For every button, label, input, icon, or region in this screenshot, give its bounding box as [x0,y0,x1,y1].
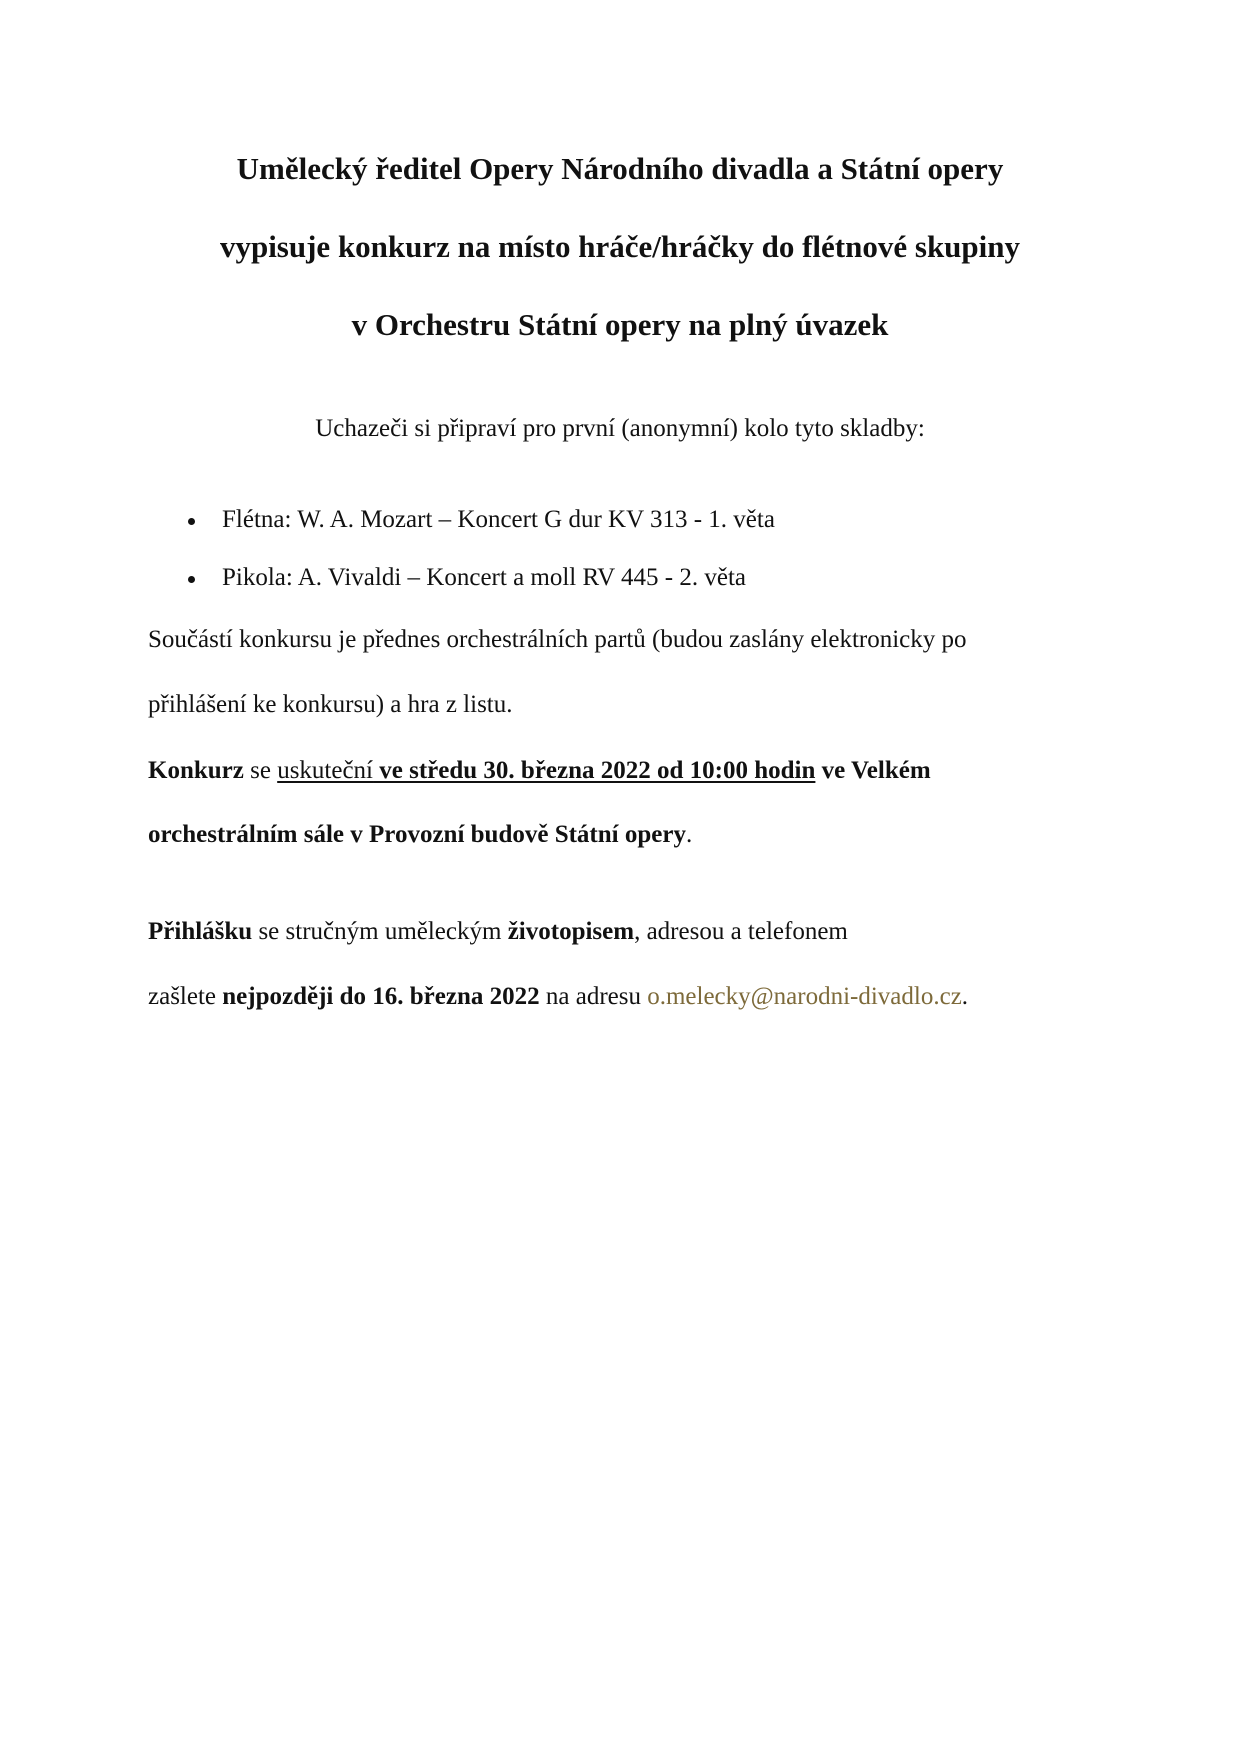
repertoire-flute: Flétna: W. A. Mozart – Koncert G dur KV 313 - 1. věta [222,506,775,533]
email-link[interactable]: o.melecky@narodni-divadlo.cz [647,983,962,1010]
application-text-2: , adresou a telefonem [634,918,848,945]
application-line-2 [148,980,968,1014]
heading-line-3: v Orchestru Státní opery na plný úvazek [351,307,889,342]
heading-line-2: vypisuje konkurz na místo hráče/hráčky do flétnové skupiny [219,229,1021,264]
bullet-icon [188,518,195,525]
application-na-adresu: na adresu [539,983,648,1010]
application-zaslete: zašlete [148,983,223,1010]
audition-place-end: orchestrálním sále v Provozní budově Státní opery [148,821,686,848]
application-deadline: nejpozději do 16. března 2022 [222,983,540,1010]
application-text-1: se stručným uměleckým [252,918,508,945]
heading-line-1: Umělecký ředitel Opery Národního divadla a Státní opery [236,151,1004,186]
audition-place-start: ve Velkém [815,757,931,784]
konkurz-label: Konkurz [148,757,244,784]
intro-text: Uchazeči si připraví pro první (anonymní) kolo tyto skladby: [315,415,925,442]
application-period: . [961,983,969,1010]
audition-date-time: ve středu 30. března 2022 od 10:00 hodin [373,757,816,784]
audition-date-underlined [277,757,815,784]
audition-line-1 [148,754,931,788]
audition-uskutecni: uskuteční [277,757,374,784]
application-line-1 [148,915,848,949]
orchestral-parts-line-2: přihlášení ke konkursu) a hra z listu. [148,691,513,718]
audition-period: . [685,821,693,848]
application-zivotopisem: životopisem [507,918,635,945]
audition-line-2 [148,818,692,852]
application-prihlasku: Přihlášku [148,918,253,945]
list-item [222,503,775,537]
orchestral-parts-line-1: Součástí konkursu je přednes orchestrálních partů (budou zaslány elektronicky po [148,626,967,653]
bullet-icon [188,576,195,583]
list-item [222,561,746,595]
audition-se: se [243,757,278,784]
repertoire-piccolo: Pikola: A. Vivaldi – Koncert a moll RV 445 - 2. věta [222,564,746,591]
